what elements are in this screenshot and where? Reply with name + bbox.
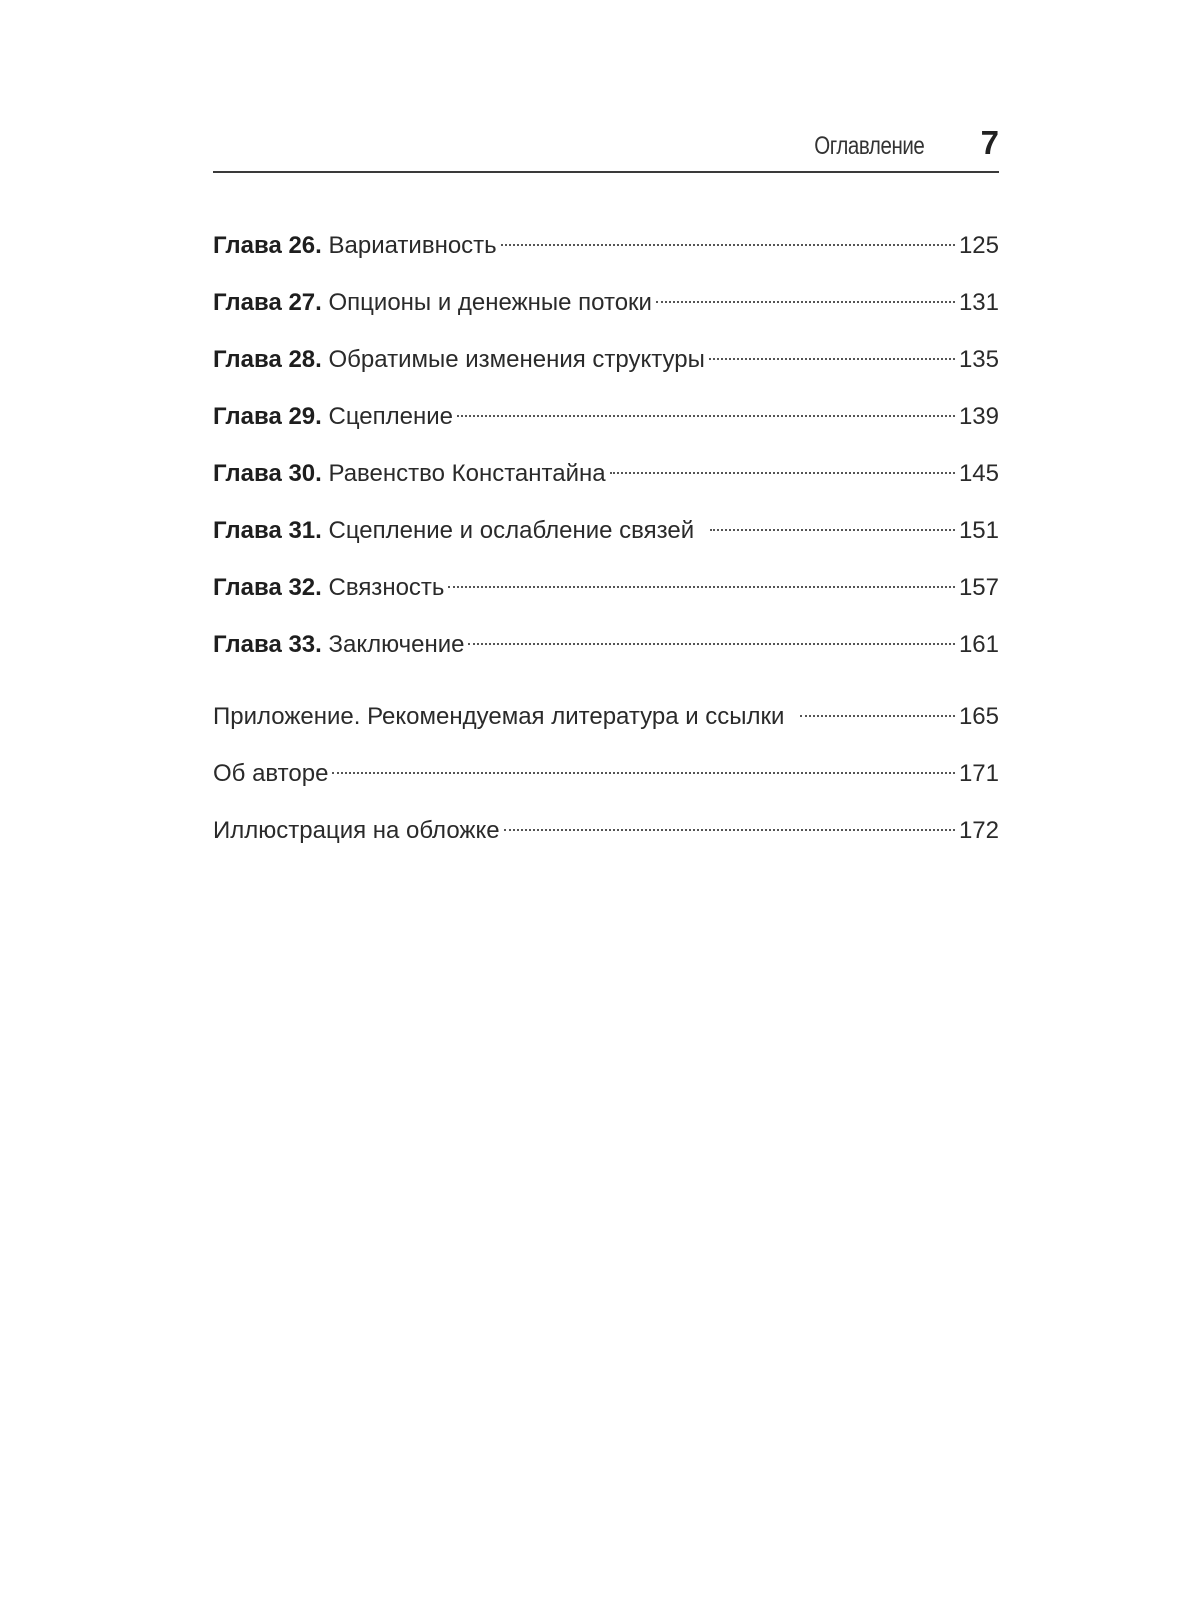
back-matter-page-number: 165 (958, 703, 999, 730)
back-matter-page-number: 172 (958, 817, 999, 844)
back-matter-title: Об авторе (213, 760, 329, 787)
toc-entry-chapter-27[interactable] (213, 283, 999, 340)
chapter-page-number: 131 (958, 289, 999, 316)
chapter-title: Связность (328, 574, 445, 601)
chapter-label: Глава 32. (213, 574, 322, 601)
chapter-label: Глава 26. (213, 232, 322, 259)
dot-leader (800, 715, 955, 717)
chapter-page-number: 151 (958, 517, 999, 544)
chapter-label: Глава 27. (213, 289, 322, 316)
dot-leader (448, 586, 955, 588)
chapter-label: Глава 33. (213, 631, 322, 658)
dot-leader (468, 643, 955, 645)
toc-entry-about-author[interactable] (213, 754, 999, 811)
running-header-title: Оглавление (813, 132, 924, 160)
chapter-title: Сцепление и ослабление связей (328, 517, 695, 544)
dot-leader (610, 472, 955, 474)
dot-leader (504, 829, 955, 831)
dot-leader (332, 772, 955, 774)
toc-entry-chapter-26[interactable] (213, 226, 999, 283)
toc-entry-chapter-33[interactable] (213, 625, 999, 682)
toc-entry-chapter-32[interactable] (213, 568, 999, 625)
toc-entry-chapter-28[interactable] (213, 340, 999, 397)
toc-entry-chapter-29[interactable] (213, 397, 999, 454)
header-rule (213, 171, 999, 173)
chapter-page-number: 161 (958, 631, 999, 658)
back-matter-title: Иллюстрация на обложке (213, 817, 500, 844)
dot-leader (709, 358, 955, 360)
chapter-page-number: 139 (958, 403, 999, 430)
back-matter-title: Приложение. Рекомендуемая литература и ссылки (213, 703, 785, 730)
chapter-page-number: 157 (958, 574, 999, 601)
dot-leader (501, 244, 955, 246)
toc-entry-chapter-31[interactable] (213, 511, 999, 568)
dot-leader (457, 415, 955, 417)
toc-entry-chapter-30[interactable] (213, 454, 999, 511)
chapter-label: Глава 31. (213, 517, 322, 544)
chapter-title: Заключение (328, 631, 465, 658)
chapter-label: Глава 30. (213, 460, 322, 487)
toc-entry-cover-illustration[interactable] (213, 811, 999, 868)
chapter-page-number: 135 (958, 346, 999, 373)
page-number: 7 (980, 124, 999, 161)
chapter-page-number: 145 (958, 460, 999, 487)
chapter-title: Равенство Константайна (328, 460, 606, 487)
chapter-title: Сцепление (328, 403, 454, 430)
toc-entry-appendix[interactable] (213, 697, 999, 754)
chapter-title: Опционы и денежные потоки (328, 289, 652, 316)
chapter-title: Вариативность (328, 232, 497, 259)
table-of-contents (213, 226, 999, 868)
chapter-title: Обратимые изменения структуры (328, 346, 705, 373)
dot-leader (656, 301, 955, 303)
back-matter-page-number: 171 (958, 760, 999, 787)
chapter-page-number: 125 (958, 232, 999, 259)
chapter-label: Глава 28. (213, 346, 322, 373)
running-header (213, 118, 999, 174)
dot-leader (710, 529, 955, 531)
chapter-label: Глава 29. (213, 403, 322, 430)
